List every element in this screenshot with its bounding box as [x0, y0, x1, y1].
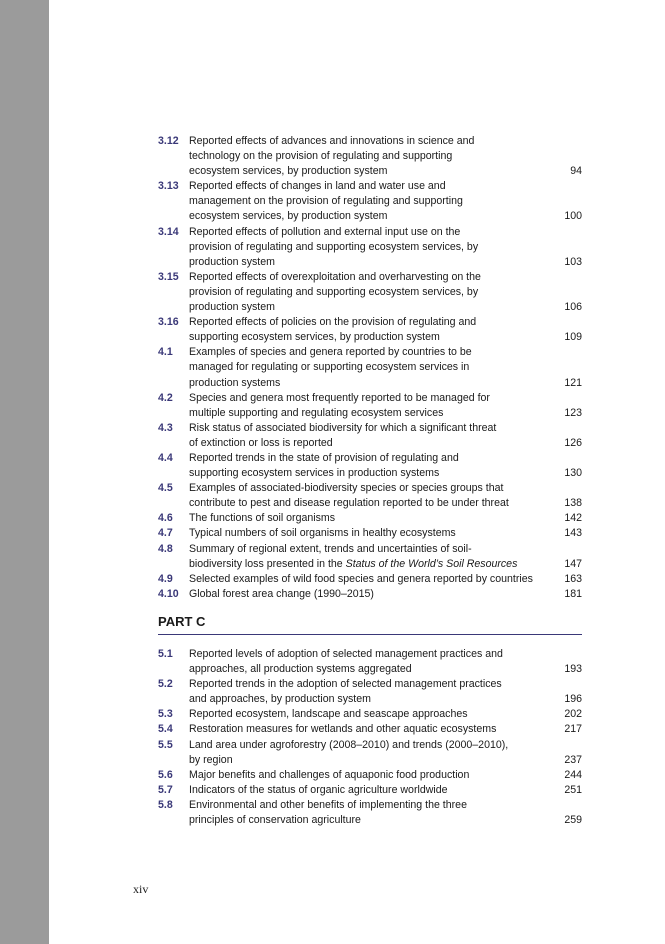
table-number: 4.4	[158, 451, 173, 464]
title-line: Species and genera most frequently reported to be managed for	[189, 391, 490, 404]
table-title	[189, 572, 552, 587]
toc-entry	[158, 315, 582, 345]
title-line: Restoration measures for wetlands and other aquatic ecosystems	[189, 723, 497, 736]
title-line: Global forest area change (1990–2015)	[189, 587, 374, 600]
table-number: 4.9	[158, 572, 173, 585]
title-line: production system	[189, 255, 275, 268]
table-number: 5.8	[158, 798, 173, 811]
table-title	[189, 481, 552, 511]
table-number: 4.6	[158, 512, 173, 525]
page-reference: 163	[564, 572, 582, 585]
title-line: ecosystem services, by production system	[189, 165, 388, 178]
title-line: of extinction or loss is reported	[189, 436, 333, 449]
toc-entry	[158, 768, 582, 783]
page-reference: 130	[564, 467, 582, 480]
table-title	[189, 768, 552, 783]
table-number: 4.5	[158, 482, 173, 495]
table-number: 4.7	[158, 527, 173, 540]
page-reference: 103	[564, 255, 582, 268]
page-reference: 259	[564, 814, 582, 827]
toc-entry	[158, 511, 582, 526]
toc-entry	[158, 225, 582, 270]
title-line: Indicators of the status of organic agriculture worldwide	[189, 783, 448, 796]
title-line: Examples of species and genera reported by countries to be	[189, 346, 472, 359]
page-reference: 121	[564, 376, 582, 389]
title-line: managed for regulating or supporting ecosystem services in	[189, 361, 470, 374]
toc-entry	[158, 587, 582, 602]
table-title	[189, 542, 552, 572]
table-number: 4.1	[158, 346, 173, 359]
table-number: 5.1	[158, 648, 173, 660]
table-title	[189, 647, 552, 677]
title-line: by region	[189, 753, 233, 766]
title-line: Reported trends in the adoption of selected management practices	[189, 678, 502, 691]
title-line: provision of regulating and supporting ecosystem services, by	[189, 285, 479, 298]
title-line: technology on the provision of regulating and supporting	[189, 150, 453, 163]
page-reference: 138	[564, 497, 582, 510]
table-title	[189, 179, 552, 224]
part-c-heading: PART C	[158, 614, 582, 635]
table-number: 3.13	[158, 180, 179, 193]
title-line: management on the provision of regulating and supporting	[189, 195, 463, 208]
page-reference: 147	[564, 557, 582, 570]
toc-list-tables-part-c	[158, 647, 582, 828]
toc-list-tables-part-b	[158, 134, 582, 602]
page-reference: 237	[564, 753, 582, 766]
table-title	[189, 677, 552, 707]
title-line: Reported effects of overexploitation and overharvesting on the	[189, 270, 481, 283]
table-number: 5.7	[158, 783, 173, 796]
title-line: Typical numbers of soil organisms in healthy ecosystems	[189, 527, 456, 540]
table-title	[189, 421, 552, 451]
title-line: and approaches, by production system	[189, 693, 371, 706]
title-line	[189, 557, 546, 572]
table-title	[189, 391, 552, 421]
page-reference: 109	[564, 331, 582, 344]
toc-entry	[158, 798, 582, 828]
toc-entry	[158, 134, 582, 179]
title-line: Reported levels of adoption of selected management practices and	[189, 648, 503, 660]
title-line: The functions of soil organisms	[189, 512, 336, 525]
page-reference: 142	[564, 512, 582, 525]
cited-report-title: Status of the World’s Soil Resources	[345, 557, 518, 570]
toc-entry	[158, 738, 582, 768]
table-title	[189, 783, 552, 798]
title-line: Reported effects of advances and innovations in science and	[189, 135, 475, 147]
table-title	[189, 722, 552, 737]
title-line: Examples of associated-biodiversity species or species groups that	[189, 482, 504, 495]
toc-entry	[158, 572, 582, 587]
title-line: Reported trends in the state of provision of regulating and	[189, 451, 459, 464]
title-line: approaches, all production systems aggregated	[189, 663, 412, 676]
page-reference: 143	[564, 527, 582, 540]
table-title	[189, 134, 552, 179]
toc-entry	[158, 345, 582, 390]
title-line: multiple supporting and regulating ecosystem services	[189, 406, 444, 419]
toc-entry	[158, 481, 582, 511]
page-reference: 217	[564, 723, 582, 736]
page-reference: 196	[564, 693, 582, 706]
title-line: Major benefits and challenges of aquaponic food production	[189, 768, 470, 781]
table-title	[189, 587, 552, 602]
page-reference: 181	[564, 587, 582, 600]
title-text: biodiversity loss presented in the	[189, 557, 346, 570]
table-number: 4.8	[158, 542, 173, 555]
toc-entry	[158, 783, 582, 798]
toc-entry	[158, 542, 582, 572]
title-line: Reported effects of pollution and external input use on the	[189, 225, 461, 238]
page-reference: 94	[570, 165, 582, 178]
title-line: ecosystem services, by production system	[189, 210, 388, 223]
table-number: 4.3	[158, 421, 173, 434]
table-number: 3.16	[158, 316, 179, 329]
table-title	[189, 511, 552, 526]
table-title	[189, 798, 552, 828]
table-number: 5.2	[158, 678, 173, 691]
table-title	[189, 707, 552, 722]
title-line: Land area under agroforestry (2008–2010) and trends (2000–2010),	[189, 738, 509, 751]
table-title	[189, 451, 552, 481]
title-line: supporting ecosystem services, by production system	[189, 331, 440, 344]
page-edge-strip	[0, 0, 49, 944]
title-line: Environmental and other benefits of implementing the three	[189, 798, 467, 811]
table-title	[189, 738, 552, 768]
table-number: 5.5	[158, 738, 173, 751]
page-reference: 244	[564, 768, 582, 781]
table-number: 3.14	[158, 225, 179, 238]
toc-entry	[158, 647, 582, 677]
toc-entry	[158, 707, 582, 722]
table-title	[189, 270, 552, 315]
title-line: contribute to pest and disease regulation reported to be under threat	[189, 497, 509, 510]
page-number: xiv	[133, 882, 149, 896]
title-line: production system	[189, 301, 275, 314]
table-number: 5.3	[158, 708, 173, 721]
title-line: Reported effects of policies on the provision of regulating and	[189, 316, 477, 329]
toc-entry	[158, 270, 582, 315]
title-line: Reported ecosystem, landscape and seascape approaches	[189, 708, 468, 721]
table-number: 5.6	[158, 768, 173, 781]
toc-entry	[158, 421, 582, 451]
page-reference: 100	[564, 210, 582, 223]
title-line: Reported effects of changes in land and water use and	[189, 180, 446, 193]
table-title	[189, 315, 552, 345]
page-reference: 202	[564, 708, 582, 721]
toc-entry	[158, 526, 582, 541]
title-line: supporting ecosystem services in production systems	[189, 467, 440, 480]
page-reference: 193	[564, 663, 582, 676]
table-number: 3.15	[158, 270, 179, 283]
toc-entry	[158, 179, 582, 224]
table-number: 3.12	[158, 135, 179, 147]
title-line: provision of regulating and supporting ecosystem services, by	[189, 240, 479, 253]
page-reference: 126	[564, 436, 582, 449]
table-number: 4.2	[158, 391, 173, 404]
title-line: principles of conservation agriculture	[189, 814, 361, 827]
table-title	[189, 225, 552, 270]
toc-entry	[158, 722, 582, 737]
table-number: 4.10	[158, 587, 179, 600]
table-title	[189, 345, 552, 390]
table-number: 5.4	[158, 723, 173, 736]
page-reference: 123	[564, 406, 582, 419]
title-line: production systems	[189, 376, 281, 389]
title-line: Risk status of associated biodiversity for which a significant threat	[189, 421, 497, 434]
toc-entry	[158, 391, 582, 421]
toc-entry	[158, 677, 582, 707]
page-reference: 106	[564, 301, 582, 314]
title-line: Summary of regional extent, trends and uncertainties of soil-	[189, 542, 472, 555]
title-line: Selected examples of wild food species and genera reported by countries	[189, 572, 533, 585]
table-title	[189, 526, 552, 541]
toc-entry	[158, 451, 582, 481]
page-reference: 251	[564, 783, 582, 796]
